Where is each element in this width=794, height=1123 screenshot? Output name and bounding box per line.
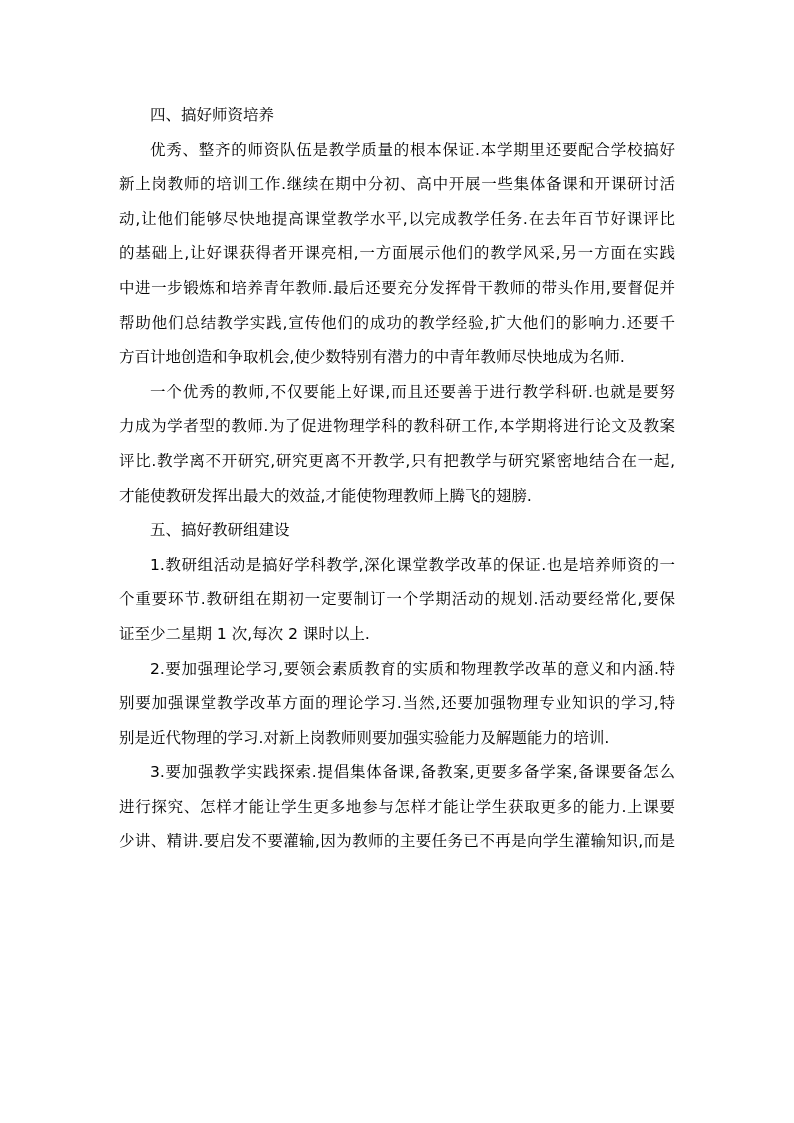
paragraph-line: 帮助他们总结教学实践,宣传他们的成功的教学经验,扩大他们的影响力.还要千 (119, 313, 675, 332)
section-heading-5: 五、搞好教研组建设 (150, 521, 290, 540)
paragraph-line: 才能使教研发挥出最大的效益,才能使物理教师上腾飞的翅膀. (119, 486, 532, 505)
paragraph-line: 个重要环节.教研组在期初一定要制订一个学期活动的规划.活动要经常化,要保 (119, 590, 675, 609)
paragraph-line: 中进一步锻炼和培养青年教师.最后还要充分发挥骨干教师的带头作用,要督促并 (119, 278, 675, 297)
paragraph-line: 进行探究、怎样才能让学生更多地参与怎样才能让学生获取更多的能力.上课要 (119, 797, 675, 816)
paragraph-line: 评比.教学离不开研究,研究更离不开教学,只有把教学与研究紧密地结合在一起, (119, 451, 675, 470)
paragraph-line: 优秀、整齐的师资队伍是教学质量的根本保证.本学期里还要配合学校搞好 (150, 140, 675, 159)
paragraph-line: 证至少二星期 1 次,每次 2 课时以上. (119, 624, 370, 643)
paragraph-line: 一个优秀的教师,不仅要能上好课,而且还要善于进行教学科研.也就是要努 (150, 382, 675, 401)
paragraph-line: 别是近代物理的学习.对新上岗教师则要加强实验能力及解题能力的培训. (119, 728, 610, 747)
paragraph-line: 1.教研组活动是搞好学科教学,深化课堂教学改革的保证.也是培养师资的一 (150, 555, 675, 574)
paragraph-line: 力成为学者型的教师.为了促进物理学科的教科研工作,本学期将进行论文及教案 (119, 417, 675, 436)
paragraph-line: 别要加强课堂教学改革方面的理论学习.当然,还要加强物理专业知识的学习,特 (119, 694, 675, 713)
section-heading-4: 四、搞好师资培养 (150, 106, 275, 124)
paragraph-line: 3.要加强教学实践探索.提倡集体备课,备教案,更要多备学案,备课要备怎么 (150, 763, 675, 782)
paragraph-line: 的基础上,让好课获得者开课亮相,一方面展示他们的教学风采,另一方面在实践 (119, 244, 675, 263)
paragraph-line: 动,让他们能够尽快地提高课堂教学水平,以完成教学任务.在去年百节好课评比 (119, 209, 675, 228)
paragraph-line: 新上岗教师的培训工作.继续在期中分初、高中开展一些集体备课和开课研讨活 (119, 175, 675, 194)
paragraph-line: 少讲、精讲.要启发不要灌输,因为教师的主要任务已不再是向学生灌输知识,而是 (119, 832, 675, 851)
paragraph-line: 2.要加强理论学习,要领会素质教育的实质和物理教学改革的意义和内涵.特 (150, 659, 675, 678)
document-body (119, 98, 675, 859)
paragraph-line: 方百计地创造和争取机会,使少数特别有潜力的中青年教师尽快地成为名师. (119, 348, 625, 367)
